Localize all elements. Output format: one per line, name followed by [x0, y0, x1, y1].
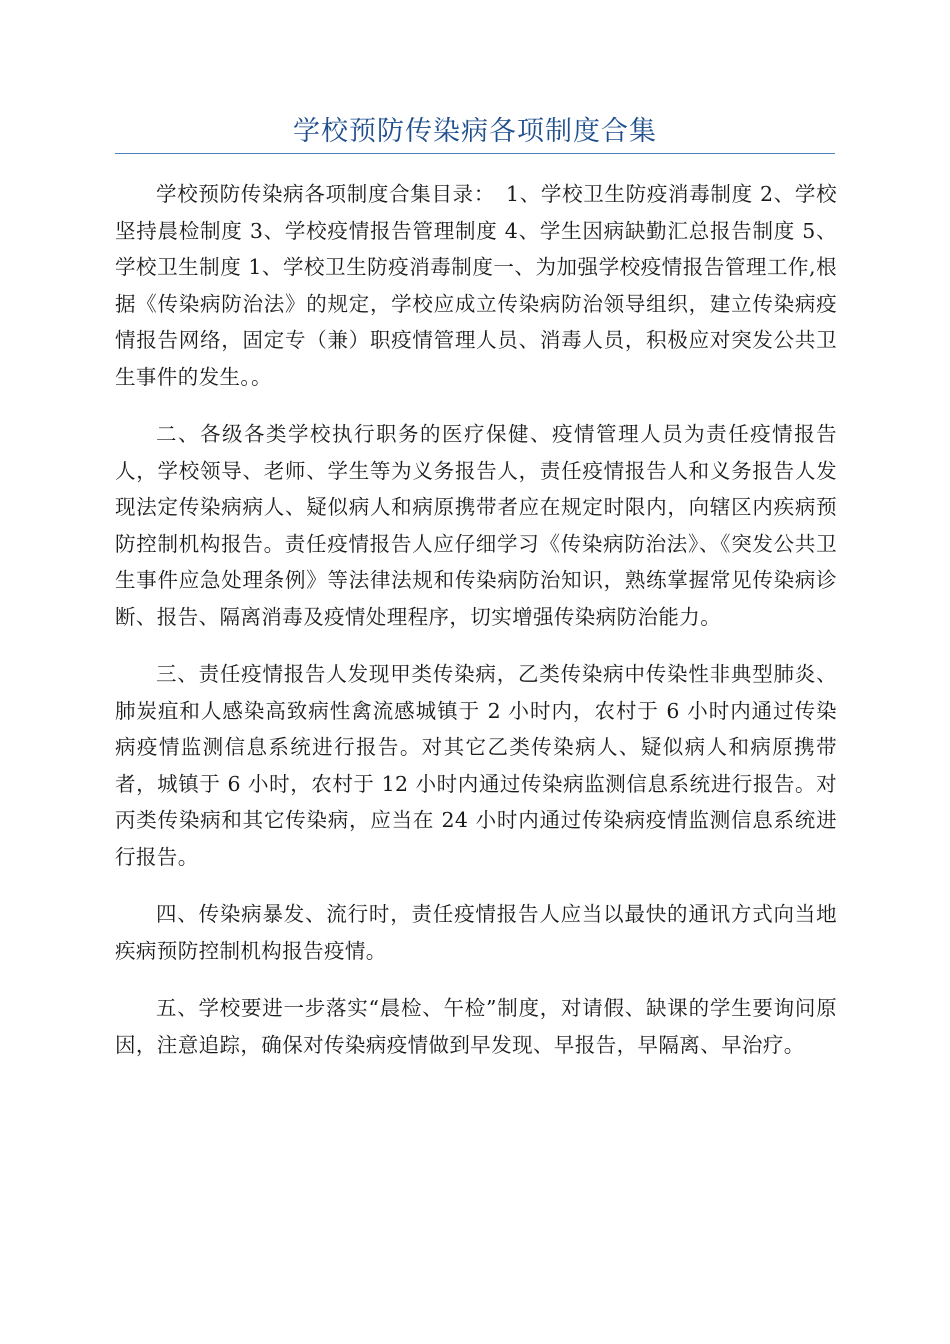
paragraph-intro: 学校预防传染病各项制度合集目录： 1、学校卫生防疫消毒制度 2、学校坚持晨检制度 3、学校疫情报告管理制度 4、学生因病缺勤汇总报告制度 5、学校卫生制度 1、学校卫生防疫消毒制度一、为加强学校疫情报告管理工作,根据《传染病防治法》的规定，学校应成立传染病防治领导组织，建立传染病疫情报告网络，固定专（兼）职疫情管理人员、消毒人员，积极应对突发公共卫生事件的发生。。: [115, 182, 837, 389]
paragraph-2: 二、各级各类学校执行职务的医疗保健、疫情管理人员为责任疫情报告人，学校领导、老师、学生等为义务报告人，责任疫情报告人和义务报告人发现法定传染病病人、疑似病人和病原携带者应在规定时限内，向辖区内疾病预防控制机构报告。责任疫情报告人应仔细学习《传染病防治法》、《突发公共卫生事件应急处理条例》等法律法规和传染病防治知识，熟练掌握常见传染病诊断、报告、隔离消毒及疫情处理程序，切实增强传染病防治能力。: [115, 422, 837, 629]
title-underline: [115, 153, 835, 154]
document-body: [115, 176, 837, 1084]
document-title: 学校预防传染病各项制度合集: [293, 116, 657, 147]
paragraph-4: 四、传染病暴发、流行时，责任疫情报告人应当以最快的通讯方式向当地疾病预防控制机构报告疫情。: [115, 902, 837, 963]
paragraph-3: 三、责任疫情报告人发现甲类传染病，乙类传染病中传染性非典型肺炎、肺炭疽和人感染高致病性禽流感城镇于 2 小时内，农村于 6 小时内通过传染病疫情监测信息系统进行报告。对其它乙类传染病人、疑似病人和病原携带者，城镇于 6 小时，农村于 12 小时内通过传染病监测信息系统进行报告。对丙类传染病和其它传染病，应当在 24 小时内通过传染病疫情监测信息系统进行报告。: [115, 662, 837, 869]
paragraph-5: 五、学校要进一步落实“晨检、午检”制度，对请假、缺课的学生要询问原因，注意追踪，确保对传染病疫情做到早发现、早报告，早隔离、早治疗。: [115, 996, 837, 1057]
